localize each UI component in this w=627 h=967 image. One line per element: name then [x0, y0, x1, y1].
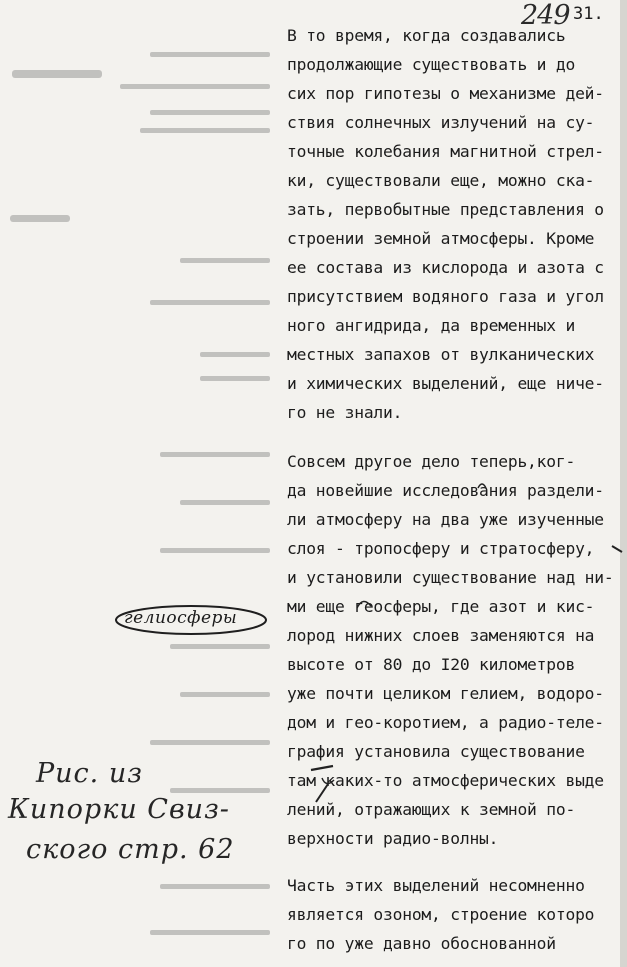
text-line: ного ангидрида, да временных и [287, 316, 576, 335]
handwritten-page-number: 249 [521, 0, 570, 31]
text-line: сих пор гипотезы о механизме дей- [287, 84, 604, 103]
text-line: высоте от 80 до I20 километров [287, 655, 576, 674]
text-line: слоя - тропосферу и стратосферу, [287, 539, 595, 558]
text-line: ки, существовали еще, можно ска- [287, 171, 595, 190]
text-line: ее состава из кислорода и азота с [287, 258, 604, 277]
text-line: ми еще геосферы, где азот и кис- [287, 597, 595, 616]
handwritten-margin-note [8, 758, 258, 878]
text-line: зать, первобытные представления о [287, 200, 604, 219]
handwritten-note-line: Кипорки Свиз- [8, 794, 230, 825]
text-line: является озоном, строение которо [287, 905, 595, 924]
text-line: точные колебания магнитной стрел- [287, 142, 604, 161]
text-line: го по уже давно обоснованной [287, 934, 556, 953]
typed-page-number: 31. [573, 4, 604, 24]
text-line: и химических выделений, еще ниче- [287, 374, 604, 393]
text-line: строении земной атмосферы. Кроме [287, 229, 595, 248]
text-line: лород нижних слоев заменяются на [287, 626, 595, 645]
handwritten-label-text: гелиосферы [124, 608, 238, 628]
text-line: верхности радио-волны. [287, 829, 499, 848]
text-line: местных запахов от вулканических [287, 345, 595, 364]
text-line: там каких-то атмосферических выде [287, 771, 604, 790]
handwritten-note-line: Рис. из [36, 758, 143, 789]
text-line: го не знали. [287, 403, 403, 422]
text-line: продолжающие существовать и до [287, 55, 576, 74]
text-line: графия установила существование [287, 742, 585, 761]
text-line: Совсем другое дело теперь,ког- [287, 452, 576, 471]
text-line: присутствием водяного газа и угол [287, 287, 604, 306]
text-line: ли атмосферу на два уже изученные [287, 510, 604, 529]
text-line: дом и гео-коротием, а радио-теле- [287, 713, 604, 732]
text-line: лений, отражающих к земной по- [287, 800, 576, 819]
text-line: ствия солнечных излучений на су- [287, 113, 595, 132]
handwritten-note-line: ского стр. 62 [26, 834, 235, 865]
handwritten-label [112, 603, 270, 637]
text-line: В то время, когда создавались [287, 26, 566, 45]
text-line: да новейшие исследования раздели- [287, 481, 604, 500]
text-line: уже почти целиком гелием, водоро- [287, 684, 604, 703]
text-line: Часть этих выделений несомненно [287, 876, 585, 895]
text-line: и установили существование над ни- [287, 568, 614, 587]
